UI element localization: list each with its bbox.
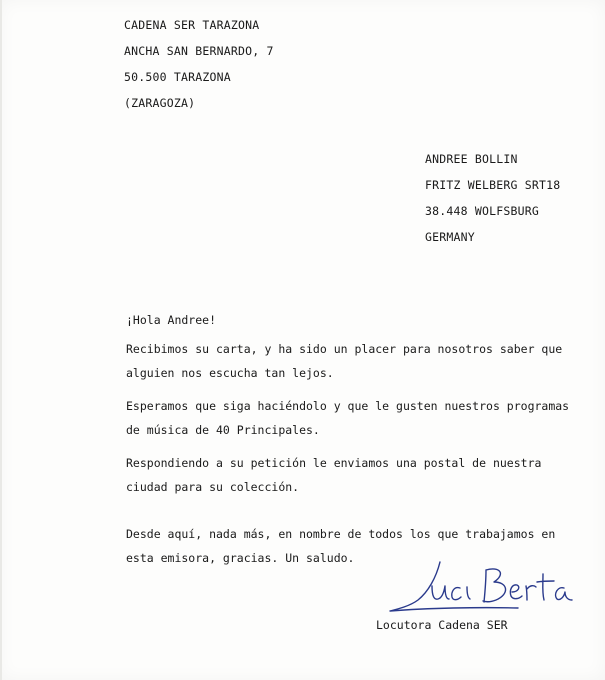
recipient-line: ANDREE BOLLIN — [425, 152, 518, 166]
letter-body — [126, 308, 581, 579]
signoff: Locutora Cadena SER — [376, 618, 508, 632]
greeting: ¡Hola Andree! — [126, 313, 217, 327]
recipient-address — [425, 146, 560, 250]
recipient-line: FRITZ WELBERG SRT18 — [425, 178, 561, 192]
sender-address — [124, 12, 274, 116]
page-edge — [0, 0, 2, 680]
handwritten-signature — [388, 556, 578, 618]
sender-line: ANCHA SAN BERNARDO, 7 — [124, 44, 274, 58]
recipient-line: GERMANY — [425, 230, 475, 244]
sender-line: 50.500 TARAZONA — [124, 70, 231, 84]
body-paragraph: Respondiendo a su petición le enviamos una postal de nuestra ciudad para su colección. — [126, 455, 542, 494]
body-paragraph: Desde aquí, nada más, en nombre de todos los que trabajamos en esta emisora, gracias. Un saludo. — [126, 526, 556, 565]
body-paragraph: Esperamos que siga haciéndolo y que le gusten nuestros programas de música de 40 Principales. — [126, 398, 570, 437]
recipient-line: 38.448 WOLFSBURG — [425, 204, 539, 218]
body-paragraph: Recibimos su carta, y ha sido un placer para nosotros saber que alguien nos escucha tan lejos. — [126, 341, 563, 380]
sender-line: (ZARAGOZA) — [124, 96, 196, 110]
sender-line: CADENA SER TARAZONA — [124, 18, 260, 32]
signature-strokes — [390, 562, 572, 611]
